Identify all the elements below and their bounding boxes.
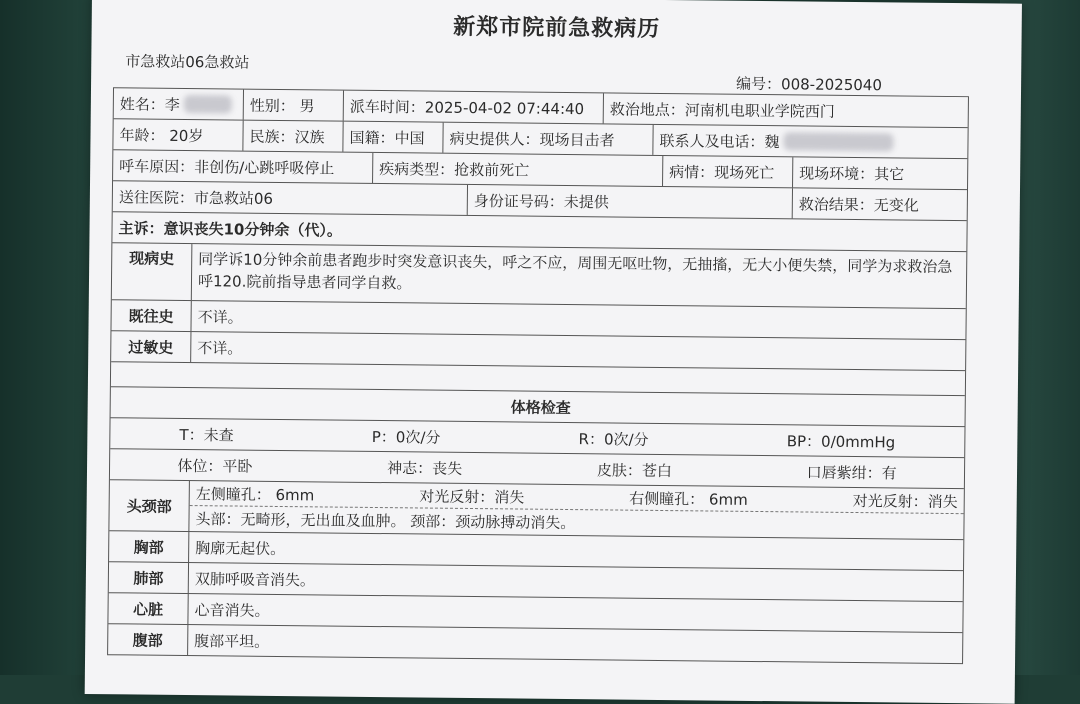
general-row: [110, 454, 964, 484]
lung-label: 肺部: [109, 562, 189, 593]
vitals-row: [110, 423, 964, 453]
patient-gender: 性别： 男: [244, 90, 344, 121]
right-light-reflex: 对光反射：消失: [852, 491, 958, 511]
heart-label: 心脏: [108, 593, 188, 624]
patient-nationality: 国籍：中国: [343, 122, 443, 153]
chest-label: 胸部: [109, 531, 189, 562]
rescue-place: 救治地点：河南机电职业学院西门: [609, 99, 835, 121]
destination-hospital: 送往医院：市急救站06: [113, 181, 468, 215]
body-position: 体位：平卧: [177, 456, 253, 476]
past-history-label: 既往史: [111, 300, 191, 331]
dispatch-time: 派车时间：2025-04-02 07:44:40: [344, 91, 604, 124]
skin: 皮肤：苍白: [596, 460, 673, 480]
left-light-reflex: 对光反射：消失: [419, 486, 525, 507]
pulse: P：0次/分: [371, 427, 441, 447]
disease-type: 疾病类型：抢救前死亡: [373, 153, 663, 186]
respiration: R：0次/分: [578, 429, 649, 449]
allergy-history-text: 不详。: [197, 338, 243, 358]
head-neck-content: [189, 481, 963, 539]
station-name: 市急救站06急救站: [125, 52, 250, 72]
lung-text: 双肺呼吸音消失。: [194, 569, 315, 589]
past-history-text: 不详。: [197, 307, 243, 327]
redaction-blur: [184, 95, 232, 114]
abdomen-text: 腹部平坦。: [194, 631, 270, 651]
record-table: [107, 87, 969, 664]
history-provider: 病史提供人：现场目击者: [443, 123, 653, 155]
scene-environment: 现场环境：其它: [799, 163, 905, 184]
blood-pressure: BP：0/0mmHg: [786, 431, 896, 451]
head-neck-label: 头颈部: [109, 480, 190, 531]
consciousness: 神志：丧失: [387, 458, 463, 478]
redaction-blur: [783, 132, 893, 151]
id-number: 身份证号码：未提供: [468, 185, 793, 218]
medical-record-paper: [85, 0, 1022, 704]
left-pupil: 左侧瞳孔： 6mm: [195, 484, 315, 504]
present-history-label: 现病史: [112, 243, 193, 300]
document-title: 新郑市院前急救病历: [453, 14, 661, 42]
serial-number: 编号：008-2025040: [736, 74, 883, 95]
right-pupil: 右侧瞳孔： 6mm: [629, 489, 748, 509]
table-row: [109, 480, 963, 540]
head-neck-text: 头部：无畸形，无出血及血肿。 颈部：颈动脉搏动消失。: [195, 510, 576, 533]
abdomen-label: 腹部: [108, 624, 188, 655]
patient-name: 姓名：李: [114, 88, 244, 119]
patient-age: 年龄： 20岁: [113, 119, 243, 150]
rescue-result: 救治结果：无变化: [798, 194, 919, 215]
call-reason: 呼车原因：非创伤/心跳呼吸停止: [113, 150, 373, 183]
chief-complaint: 主诉：意识丧失10分钟余（代）。: [118, 218, 343, 240]
condition: 病情：现场死亡: [663, 156, 793, 187]
chest-text: 胸廓无起伏。: [195, 538, 286, 558]
allergy-history-label: 过敏史: [111, 331, 191, 362]
table-row: [112, 243, 967, 309]
present-history-text: 同学诉10分钟余前患者跑步时突发意识丧失，呼之不应，周围无呕吐物，无抽搐，无大小便失禁，同学为求救治急呼120.院前指导患者同学自救。: [197, 250, 953, 293]
temperature: T：未查: [179, 425, 234, 445]
contact-person: 联系人及电话：魏: [653, 125, 967, 158]
exam-title: 体格检查: [510, 397, 571, 417]
patient-ethnicity: 民族：汉族: [243, 121, 343, 152]
lip-cyanosis: 口唇紫绀：有: [806, 463, 897, 482]
heart-text: 心音消失。: [194, 600, 270, 620]
